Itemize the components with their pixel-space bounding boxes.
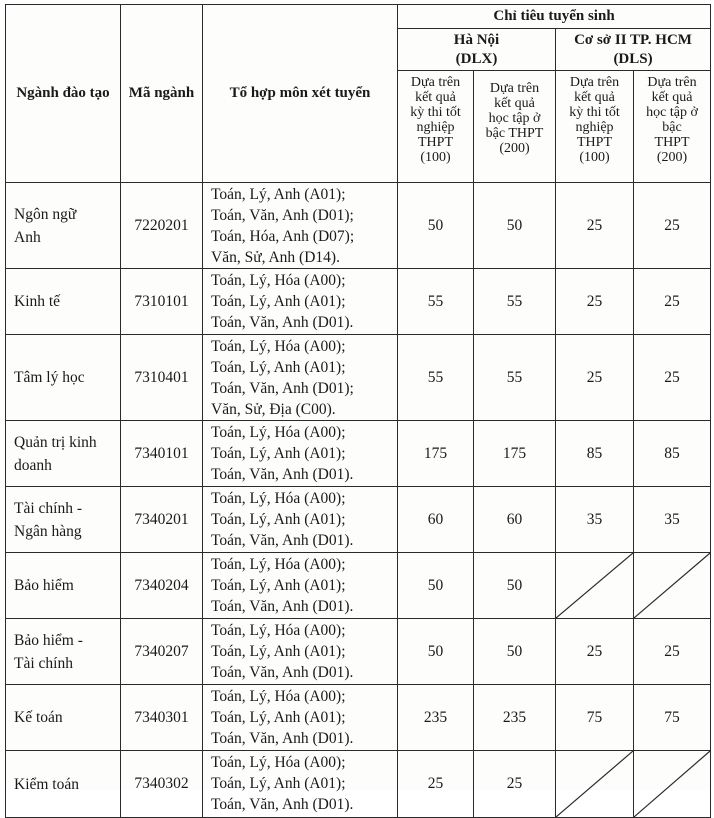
quota-hcm100: 25 xyxy=(556,619,634,685)
quota-hn100: 55 xyxy=(398,269,474,335)
quota-hn200: 60 xyxy=(474,487,556,553)
quota-hn100: 50 xyxy=(398,553,474,619)
quota-hn100: 55 xyxy=(398,335,474,421)
text-line: Toán, Văn, Anh (D01). xyxy=(211,664,354,681)
quota-hcm200: 25 xyxy=(634,619,711,685)
diagonal-strike xyxy=(556,553,633,618)
quota-not-applicable xyxy=(556,553,634,619)
text-line: (200) xyxy=(499,141,530,156)
quota-hn200: 50 xyxy=(474,619,556,685)
text-line: Dựa trên xyxy=(410,75,461,90)
subject-combinations xyxy=(203,335,398,421)
text-line: Toán, Lý, Hóa (A00); xyxy=(211,754,346,771)
text-line: học tập ở xyxy=(646,105,698,120)
text-line: Anh xyxy=(14,228,41,246)
text-line: bậc xyxy=(662,120,682,135)
quota-hcm200: 75 xyxy=(634,685,711,751)
text-line: Toán, Lý, Hóa (A00); xyxy=(211,622,346,639)
text-line: kỳ thi tốt xyxy=(569,105,620,120)
quota-hcm200: 25 xyxy=(634,269,711,335)
text-line: Văn, Sử, Địa (C00). xyxy=(211,401,336,418)
subject-combinations xyxy=(203,421,398,487)
text-line: Toán, Văn, Anh (D01). xyxy=(211,598,354,615)
subject-combinations xyxy=(203,685,398,751)
major-code: 7340101 xyxy=(121,421,203,487)
major-name xyxy=(6,183,121,269)
quota-not-applicable xyxy=(556,751,634,818)
header-combination: Tổ hợp môn xét tuyển xyxy=(203,5,398,183)
text-line: Dựa trên xyxy=(569,75,620,90)
text-line: Toán, Văn, Anh (D01). xyxy=(211,314,354,331)
header-hcm-record-method xyxy=(634,71,711,183)
header-hanoi-name: Hà Nội xyxy=(453,31,500,48)
text-line: Toán, Lý, Hóa (A00); xyxy=(211,272,346,289)
subject-combinations xyxy=(203,619,398,685)
quota-hcm200: 85 xyxy=(634,421,711,487)
text-line: Toán, Lý, Anh (A01); xyxy=(211,643,346,660)
text-line: Toán, Văn, Anh (D01). xyxy=(211,796,354,813)
text-line: Tài chính - xyxy=(14,499,83,517)
diagonal-strike xyxy=(556,751,633,817)
text-line: Dựa trên xyxy=(489,81,540,96)
text-line: Toán, Văn, Anh (D01). xyxy=(211,532,354,549)
major-name xyxy=(6,619,121,685)
text-line: nghiệp xyxy=(416,120,455,135)
quota-hcm200: 35 xyxy=(634,487,711,553)
text-line: kết quả xyxy=(494,96,535,111)
text-line: Toán, Hóa, Anh (D07); xyxy=(211,228,355,245)
header-hcm-code: (DLS) xyxy=(613,50,653,67)
subject-combinations xyxy=(203,487,398,553)
major-code: 7310401 xyxy=(121,335,203,421)
text-line: (200) xyxy=(656,150,688,165)
quota-hn200: 50 xyxy=(474,553,556,619)
text-line: bậc THPT xyxy=(485,126,544,141)
quota-not-applicable xyxy=(634,553,711,619)
quota-hn200: 55 xyxy=(474,269,556,335)
subject-combinations xyxy=(203,553,398,619)
major-name xyxy=(6,487,121,553)
quota-hn100: 50 xyxy=(398,619,474,685)
quota-hcm200: 25 xyxy=(634,335,711,421)
table-row xyxy=(6,751,711,818)
quota-not-applicable xyxy=(634,751,711,818)
text-line: Tâm lý học xyxy=(14,369,85,386)
quota-hcm200: 25 xyxy=(634,183,711,269)
text-line: Quản trị kinh xyxy=(14,433,97,451)
quota-hn100: 25 xyxy=(398,751,474,818)
text-line: Toán, Lý, Anh (A01); xyxy=(211,577,346,594)
subject-combinations xyxy=(203,269,398,335)
quota-hn200: 55 xyxy=(474,335,556,421)
text-line: kỳ thi tốt xyxy=(410,105,461,120)
text-line: Toán, Văn, Anh (D01). xyxy=(211,466,354,483)
quota-hn100: 50 xyxy=(398,183,474,269)
header-major: Ngành đào tạo xyxy=(6,5,121,183)
major-name xyxy=(6,553,121,619)
text-line: (100) xyxy=(579,150,610,165)
quota-hcm100: 25 xyxy=(556,335,634,421)
diagonal-strike xyxy=(634,553,710,618)
header-hn-record-method xyxy=(474,71,556,183)
text-line: nghiệp xyxy=(575,120,614,135)
text-line: Ngân hàng xyxy=(14,522,82,540)
quota-hn200: 175 xyxy=(474,421,556,487)
header-hn-exam-method xyxy=(398,71,474,183)
quota-hcm100: 75 xyxy=(556,685,634,751)
quota-hcm100: 25 xyxy=(556,269,634,335)
header-quota: Chỉ tiêu tuyển sinh xyxy=(398,5,711,29)
text-line: THPT xyxy=(577,135,612,150)
header-hcm xyxy=(556,29,711,71)
text-line: Toán, Lý, Anh (A01); xyxy=(211,775,346,792)
major-code: 7340302 xyxy=(121,751,203,818)
subject-combinations xyxy=(203,751,398,818)
table-row xyxy=(6,183,711,269)
text-line: học tập ở xyxy=(488,111,541,126)
text-line: Toán, Lý, Anh (A01); xyxy=(211,293,346,310)
text-line: kết quả xyxy=(415,90,456,105)
text-line: Toán, Lý, Anh (A01); xyxy=(211,359,346,376)
major-code: 7340301 xyxy=(121,685,203,751)
header-code: Mã ngành xyxy=(121,5,203,183)
major-name xyxy=(6,751,121,818)
text-line: Toán, Lý, Hóa (A00); xyxy=(211,556,346,573)
text-line: Kinh tế xyxy=(14,293,61,310)
header-hanoi xyxy=(398,29,556,71)
quota-hn100: 175 xyxy=(398,421,474,487)
quota-hn200: 235 xyxy=(474,685,556,751)
text-line: Toán, Lý, Anh (A01); xyxy=(211,511,346,528)
diagonal-strike xyxy=(634,751,710,817)
major-code: 7340207 xyxy=(121,619,203,685)
text-line: doanh xyxy=(14,456,52,474)
text-line: Toán, Lý, Anh (A01); xyxy=(211,709,346,726)
table-row xyxy=(6,487,711,553)
quota-hn200: 50 xyxy=(474,183,556,269)
major-name xyxy=(6,421,121,487)
quota-hcm100: 85 xyxy=(556,421,634,487)
admission-quota-table xyxy=(5,4,711,818)
text-line: Văn, Sử, Anh (D14). xyxy=(211,249,340,266)
major-code: 7220201 xyxy=(121,183,203,269)
scanned-document xyxy=(5,4,710,813)
text-line: Toán, Lý, Hóa (A00); xyxy=(211,424,346,441)
text-line: THPT xyxy=(418,135,453,150)
text-line: THPT xyxy=(654,135,690,150)
text-line: Toán, Lý, Anh (A01); xyxy=(211,186,346,203)
text-line: Tài chính xyxy=(14,654,73,672)
subject-combinations xyxy=(203,183,398,269)
text-line: Toán, Lý, Hóa (A00); xyxy=(211,490,346,507)
text-line: Toán, Lý, Anh (A01); xyxy=(211,445,346,462)
major-code: 7310101 xyxy=(121,269,203,335)
major-name xyxy=(6,269,121,335)
text-line: Toán, Văn, Anh (D01); xyxy=(211,207,354,224)
text-line: Ngôn ngữ xyxy=(14,205,77,223)
text-line: Toán, Văn, Anh (D01). xyxy=(211,730,354,747)
text-line: Toán, Lý, Hóa (A00); xyxy=(211,338,346,355)
text-line: Bảo hiểm xyxy=(14,577,74,594)
text-line: Kiểm toán xyxy=(14,775,79,793)
text-line: kết quả xyxy=(651,90,693,105)
text-line: Toán, Văn, Anh (D01); xyxy=(211,380,354,397)
major-code: 7340201 xyxy=(121,487,203,553)
text-line: Dựa trên xyxy=(647,75,697,90)
header-hcm-exam-method xyxy=(556,71,634,183)
header-hcm-name: Cơ sở II TP. HCM xyxy=(574,31,692,48)
text-line: kết quả xyxy=(574,90,615,105)
text-line: Bảo hiểm - xyxy=(14,631,83,649)
table-row xyxy=(6,335,711,421)
table-row xyxy=(6,421,711,487)
major-code: 7340204 xyxy=(121,553,203,619)
table-row xyxy=(6,269,711,335)
text-line: Toán, Lý, Hóa (A00); xyxy=(211,688,346,705)
quota-hn100: 235 xyxy=(398,685,474,751)
table-row xyxy=(6,685,711,751)
text-line: Kế toán xyxy=(14,709,63,726)
quota-hn100: 60 xyxy=(398,487,474,553)
quota-hcm100: 35 xyxy=(556,487,634,553)
table-row xyxy=(6,619,711,685)
quota-hn200: 25 xyxy=(474,751,556,818)
table-row xyxy=(6,553,711,619)
text-line: (100) xyxy=(420,150,451,165)
quota-hcm100: 25 xyxy=(556,183,634,269)
major-name xyxy=(6,335,121,421)
header-hanoi-code: (DLX) xyxy=(455,50,498,67)
major-name xyxy=(6,685,121,751)
